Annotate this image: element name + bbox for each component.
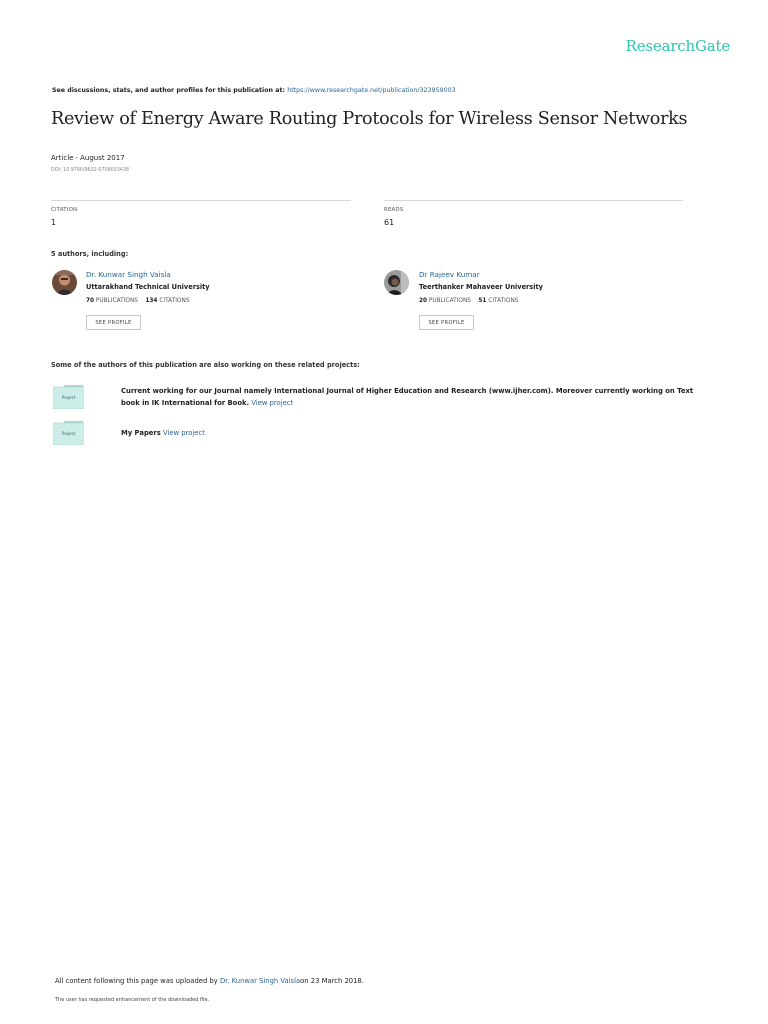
see-discussions-text: See discussions, stats, and author profiles for this publication at: <box>52 87 285 94</box>
author-name-link[interactable]: Dr. Kunwar Singh Vaisla <box>86 270 171 279</box>
publications-label: PUBLICATIONS <box>428 298 471 304</box>
citations-label: CITATIONS <box>488 298 519 304</box>
citations-count: 134 <box>145 298 158 304</box>
see-discussions-line <box>52 87 456 94</box>
citation-value: 1 <box>51 218 57 227</box>
citations-count: 51 <box>478 298 487 304</box>
authors-heading: 5 authors, including: <box>51 250 129 258</box>
uploaded-by-line <box>55 977 364 985</box>
view-project-link[interactable]: View project <box>251 399 294 407</box>
citations-label: CITATIONS <box>159 298 190 304</box>
reads-value: 61 <box>384 218 395 227</box>
see-profile-button[interactable]: SEE PROFILE <box>86 315 141 330</box>
publication-type-date: Article · August 2017 <box>51 154 125 162</box>
project-text: Current working for our Journal namely International Journal of Higher Education and Research (www.ijher.com). Moreover currently working on Text book in IK International for Book. <box>121 387 694 407</box>
publications-count: 70 <box>86 298 95 304</box>
uploaded-suffix: on 23 March 2018. <box>300 977 364 985</box>
publications-count: 20 <box>419 298 428 304</box>
project-icon-label: Project <box>61 431 76 436</box>
citation-label: CITATION <box>51 207 78 213</box>
author-institution: Uttarakhand Technical University <box>86 283 210 291</box>
project-icon-label: Project <box>61 395 76 400</box>
publications-label: PUBLICATIONS <box>95 298 138 304</box>
citation-divider <box>51 200 351 201</box>
uploader-link[interactable]: Dr. Kunwar Singh Vaisla <box>219 977 301 985</box>
publication-title: Review of Energy Aware Routing Protocols for Wireless Sensor Networks <box>51 109 688 129</box>
avatar[interactable] <box>384 270 409 295</box>
avatar[interactable] <box>52 270 77 295</box>
related-projects-heading: Some of the authors of this publication are also working on these related projects: <box>51 361 360 369</box>
publication-doi: DOI: 10.9790/9622-0708033438 <box>51 168 129 173</box>
author-stats <box>419 298 518 304</box>
project-text: My Papers <box>121 429 161 437</box>
reads-label: READS <box>384 207 404 213</box>
author-institution: Teerthanker Mahaveer University <box>419 283 543 291</box>
researchgate-logo[interactable]: ResearchGate <box>625 37 730 55</box>
project-description <box>121 427 205 439</box>
project-folder-icon <box>53 385 84 409</box>
project-description <box>121 385 701 409</box>
enhancement-note: The user has requested enhancement of the downloaded file. <box>55 997 210 1003</box>
publication-url-link[interactable]: https://www.researchgate.net/publication/323959003 <box>287 87 456 94</box>
reads-divider <box>384 200 683 201</box>
view-project-link[interactable]: View project <box>163 429 205 437</box>
uploaded-prefix: All content following this page was uploaded by <box>55 977 218 985</box>
see-profile-button[interactable]: SEE PROFILE <box>419 315 474 330</box>
project-folder-icon <box>53 421 84 445</box>
author-stats <box>86 298 190 304</box>
author-name-link[interactable]: Dr Rajeev Kumar <box>419 270 480 279</box>
